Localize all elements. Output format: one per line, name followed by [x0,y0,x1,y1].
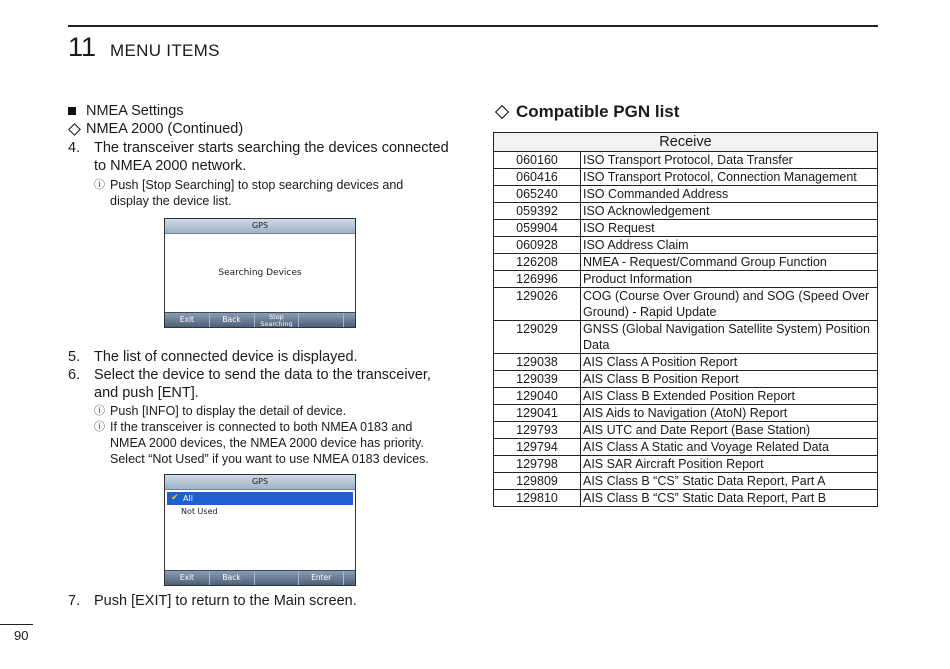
empty-softkey[interactable] [255,571,300,585]
exit-softkey[interactable]: Exit [165,571,210,585]
diamond-bullet-icon [68,123,81,136]
pgn-code: 129794 [494,439,581,456]
page-number: 90 [14,628,29,643]
softkey-bar [165,312,355,327]
pgn-description: AIS Class B “CS” Static Data Report, Part A [581,473,878,490]
pgn-list-title: Compatible PGN list [494,102,679,122]
pgn-code: 060416 [494,169,581,186]
info-icon: ⓘ [94,179,105,191]
screen-title: GPS [165,475,355,490]
table-row [494,371,878,388]
pgn-code: 129041 [494,405,581,422]
device-item-all[interactable]: ✔ All [167,492,353,505]
pgn-code: 129809 [494,473,581,490]
table-row [494,473,878,490]
stop-searching-softkey[interactable]: Stop Searching [255,313,300,327]
table-row [494,456,878,473]
pgn-description: AIS Class B Extended Position Report [581,388,878,405]
pgn-description: GNSS (Global Navigation Satellite System) Position Data [581,321,878,354]
pgn-code: 129026 [494,288,581,321]
pgn-description: ISO Transport Protocol, Connection Management [581,169,878,186]
step-4: 4. The transceiver starts searching the devices connected [68,140,449,156]
exit-softkey[interactable]: Exit [165,313,210,327]
pgn-description: ISO Request [581,220,878,237]
table-row [494,405,878,422]
pgn-code: 129040 [494,388,581,405]
table-row [494,237,878,254]
table-row [494,354,878,371]
searching-message: Searching Devices [218,268,302,278]
pgn-code: 126208 [494,254,581,271]
pgn-code: 129810 [494,490,581,507]
table-row [494,422,878,439]
pgn-table-header: Receive [494,133,878,152]
pgn-description: ISO Address Claim [581,237,878,254]
pgn-code: 065240 [494,186,581,203]
softkey-bar [165,570,355,585]
gps-searching-screen [164,218,356,328]
device-item-not-used[interactable]: Not Used [181,507,218,516]
pgn-code: 059392 [494,203,581,220]
pgn-description: AIS Class B Position Report [581,371,878,388]
instructions-column: NMEA Settings NMEA 2000 (Continued) 4. The transceiver starts searching the devices connected to NMEA 2000 network. ⓘ Push [Stop Searching] to stop searching devices and display the device list. [68,102,468,209]
gps-device-list-screen [164,474,356,586]
table-row [494,271,878,288]
table-row [494,254,878,271]
table-row [494,220,878,237]
table-row [494,169,878,186]
note-stop-searching: ⓘ Push [Stop Searching] to stop searching devices and display the device list. [94,178,404,208]
pgn-description: AIS SAR Aircraft Position Report [581,456,878,473]
table-row [494,490,878,507]
info-icon: ⓘ [94,421,105,433]
pgn-description: COG (Course Over Ground) and SOG (Speed Over Ground) - Rapid Update [581,288,878,321]
table-row [494,388,878,405]
diamond-bullet-icon [495,105,509,119]
section-heading [68,102,468,120]
chapter-title: MENU ITEMS [110,41,220,60]
empty-softkey[interactable] [299,313,344,327]
pgn-description: AIS UTC and Date Report (Base Station) [581,422,878,439]
pgn-description: ISO Commanded Address [581,186,878,203]
checkmark-icon: ✔ [171,493,179,503]
table-row [494,321,878,354]
empty-softkey[interactable] [344,313,355,327]
pgn-code: 060928 [494,237,581,254]
subsection-heading [68,120,468,139]
step-7: 7. Push [EXIT] to return to the Main screen. [68,593,357,609]
pgn-description: AIS Class A Position Report [581,354,878,371]
square-bullet-icon [68,107,76,115]
footer-rule [0,624,33,625]
pgn-description: ISO Acknowledgement [581,203,878,220]
pgn-description: NMEA - Request/Command Group Function [581,254,878,271]
pgn-description: AIS Class B “CS” Static Data Report, Part B [581,490,878,507]
table-row [494,288,878,321]
instructions-continued: 5. The list of connected device is displayed. 6. Select the device to send the data to the transceiver, and push [ENT]. ⓘ Push [INFO] to display the detail of device. ⓘ If the transceiver is connected to both NMEA 0183 and NMEA 2000 devices, the NMEA 2000 device has priority. Select “Not Used” if you want to use NMEA 0183 devices. [68,348,468,467]
empty-softkey[interactable] [344,571,355,585]
pgn-code: 129039 [494,371,581,388]
table-row [494,152,878,169]
section-heading-text: NMEA Settings [86,103,184,119]
pgn-description: AIS Aids to Navigation (AtoN) Report [581,405,878,422]
table-row [494,203,878,220]
step-5: 5. The list of connected device is displayed. [68,349,358,365]
step-6: 6. Select the device to send the data to the transceiver, [68,367,431,383]
info-icon: ⓘ [94,405,105,417]
pgn-description: Product Information [581,271,878,288]
pgn-code: 129798 [494,456,581,473]
pgn-table [493,132,878,507]
screen-title: GPS [165,219,355,234]
note-info: ⓘ Push [INFO] to display the detail of device. [94,404,347,418]
pgn-code: 059904 [494,220,581,237]
pgn-description: AIS Class A Static and Voyage Related Data [581,439,878,456]
pgn-code: 129029 [494,321,581,354]
chapter-header [68,32,220,63]
note-priority: ⓘ If the transceiver is connected to both NMEA 0183 and NMEA 2000 devices, the NMEA 2000 device has priority. Select “Not Used” if you want to use NMEA 0183 devices. [94,420,429,466]
pgn-code: 129038 [494,354,581,371]
table-row [494,439,878,456]
pgn-code: 126996 [494,271,581,288]
back-softkey[interactable]: Back [210,313,255,327]
subsection-heading-text: NMEA 2000 (Continued) [86,121,244,137]
pgn-description: ISO Transport Protocol, Data Transfer [581,152,878,169]
enter-softkey[interactable]: Enter [299,571,344,585]
top-rule [68,25,878,27]
pgn-code: 060160 [494,152,581,169]
back-softkey[interactable]: Back [210,571,255,585]
chapter-number: 11 [68,32,97,62]
table-row [494,186,878,203]
pgn-code: 129793 [494,422,581,439]
